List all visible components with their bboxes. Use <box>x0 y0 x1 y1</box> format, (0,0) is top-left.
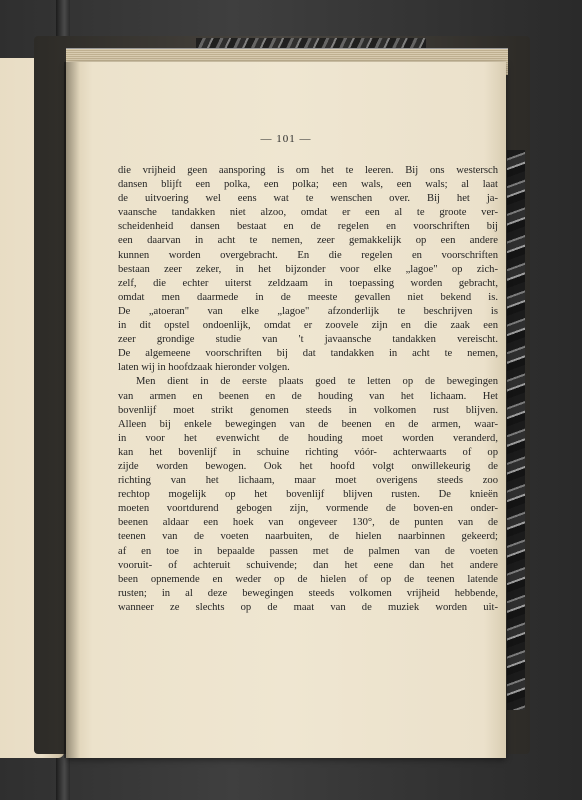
text-line: kan het bovenlijf in schuine richting vóór- achterwaarts of op <box>118 446 498 458</box>
marbled-edge-right <box>507 150 525 710</box>
text-line: een daarvan in acht te nemen, zeer gemakkelijk op een andere <box>118 235 498 247</box>
text-line: die vrijheid geen aansporing is om het te leeren. Bij ons westersch <box>118 165 498 176</box>
text-line: richting van het lichaam, maar moet overigens steeds zoo <box>118 475 498 487</box>
text-line: been opnemende en weder op de hielen of op de teenen latende <box>118 573 498 585</box>
gutter-shadow <box>64 62 80 758</box>
text-line: Men dient in de eerste plaats goed te letten op de bewegingen <box>136 376 498 388</box>
text-line: scheidenheid dansen bestaat en de regelen en voorschriften bij <box>118 221 498 233</box>
text-line: laten wij in hoofdzaak hieronder volgen. <box>118 362 290 374</box>
text-line: Alleen bij enkele bewegingen van de beenen en de armen, waar- <box>118 418 498 430</box>
text-line: af en toe in bepaalde passen met de palmen van de voeten <box>118 545 498 557</box>
page-number: — 101 — <box>260 133 312 145</box>
text-line: de uitvoering wel eens wat te wenschen over. Bij het ja- <box>118 193 498 205</box>
text-line: bovenlijf moet strikt genomen steeds in volkomen rust blijven. <box>118 404 498 416</box>
text-line: teenen van de voeten naarbuiten, de hielen naarbinnen gekeerd; <box>118 531 498 543</box>
text-line: moeten voortdurend gebogen zijn, vormende de boven-en onder- <box>118 503 498 515</box>
text-line: rechtop mogelijk op het bovenlijf blijven rusten. De knieën <box>118 489 498 501</box>
text-line: beenen aldaar een hoek van ongeveer 130°, de punten van de <box>118 517 498 529</box>
text-line: De „atoeran" van elke „lagoe" afzonderlijk te beschrijven is <box>118 305 498 317</box>
text-line: bestaan zeer zeker, in het bijzonder voor elke „lagoe" op zich- <box>118 263 498 275</box>
text-line: vaansche tandakken niet alzoo, omdat er een al te groote ver- <box>118 207 498 219</box>
text-line: zijde worden bewogen. Ook het hoofd volgt onwillekeurig de <box>118 460 498 472</box>
text-line: zelf, die echter uiterst zeldzaam in toepassing worden gebracht, <box>118 277 498 289</box>
text-line: in voor het evenwicht de houding moet worden veranderd, <box>118 432 498 444</box>
text-line: zeer grondige studie van 't javaansche tandakken vereischt. <box>118 334 498 346</box>
body-text <box>118 164 498 615</box>
text-line: rusten; in al deze bewegingen steeds volkomen vrijheid hebbende, <box>118 587 498 599</box>
text-line: dansen blijft een polka, een polka; een wals, een wals; al laat <box>118 179 498 191</box>
text-line: omdat men daarmede in de meeste gevallen niet bekend is. <box>118 291 498 303</box>
text-line: van armen en beenen en de houding van het lichaam. Het <box>118 390 498 402</box>
text-line: wanneer ze slechts op de maat van de muziek worden uit- <box>118 601 498 613</box>
text-line: kunnen worden overgebracht. En die regelen en voorschriften <box>118 249 498 261</box>
text-line: in dit opstel ondoenlijk, omdat er zoovele zijn en die zaak een <box>118 320 498 332</box>
text-line: vooruit- of achteruit schuivende; dan het eene dan het andere <box>118 559 498 571</box>
text-line: De algemeene voorschriften bij dat tandakken in acht te nemen, <box>118 348 498 360</box>
